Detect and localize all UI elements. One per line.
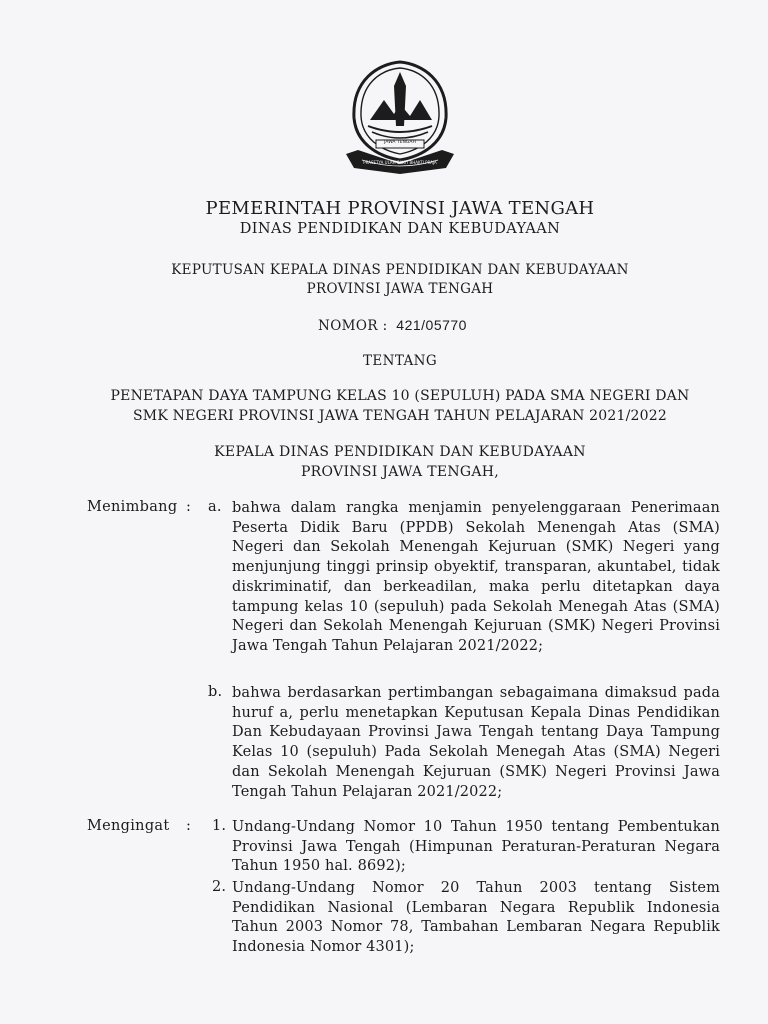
crest-banner-text: JAWA TENGAH bbox=[384, 140, 416, 145]
menimbang-item-b-text: bahwa berdasarkan pertimbangan sebagaimana dimaksud pada huruf a, perlu menetapkan Keputusan Kepala Dinas Pendidikan Dan Kebudayaan Provinsi Jawa Tengah tentang Daya Tampung Kelas 10 (sepuluh) Pada Sekolah Menegah Atas (SMA) Negeri dan Sekolah Menengah Kejuruan (SMK) Negeri Provinsi Jawa Tengah Tahun Pelajaran 2021/2022; bbox=[232, 685, 720, 800]
mengingat-item-1-text: Undang-Undang Nomor 10 Tahun 1950 tentang Pembentukan Provinsi Jawa Tengah (Himpunan Peraturan-Peraturan Negara Tahun 1950 hal. 8692); bbox=[232, 819, 720, 875]
menimbang-label: Menimbang bbox=[87, 499, 178, 515]
decree-subject-line1: PENETAPAN DAYA TAMPUNG KELAS 10 (SEPULUH) PADA SMA NEGERI DAN bbox=[110, 388, 690, 404]
decree-title-line2: PROVINSI JAWA TENGAH bbox=[306, 281, 494, 297]
menimbang-colon: : bbox=[186, 499, 191, 515]
mengingat-item-2-text: Undang-Undang Nomor 20 Tahun 2003 tentang Sistem Pendidikan Nasional (Lembaran Negara Republik Indonesia Tahun 2003 Nomor 78, Tambahan Lembaran Negara Republik Indonesia Nomor 4301); bbox=[232, 880, 720, 956]
decree-number-value: 421/05770 bbox=[396, 317, 467, 333]
mengingat-colon: : bbox=[186, 818, 191, 834]
mengingat-item-2-marker: 2. bbox=[212, 879, 227, 895]
government-title: PEMERINTAH PROVINSI JAWA TENGAH bbox=[205, 198, 595, 219]
mengingat-item-1-marker: 1. bbox=[212, 818, 227, 834]
menimbang-item-a-marker: a. bbox=[208, 499, 222, 515]
jawa-tengah-crest-icon bbox=[340, 56, 460, 176]
menimbang-item-a-text: bahwa dalam rangka menjamin penyelenggaraan Penerimaan Peserta Didik Baru (PPDB) Sekolah Menengah Atas (SMA) Negeri dan Sekolah Menengah Kejuruan (SMK) Negeri yang menjunjung tinggi prinsip obyektif, transparan, akuntabel, tidak diskriminatif, dan berkeadilan, maka perlu ditetapkan daya tampung kelas 10 (sepuluh) pada Sekolah Menegah Atas (SMA) Negeri dan Sekolah Menengah Kejuruan (SMK) Negeri Provinsi Jawa Tengah Tahun Pelajaran 2021/2022; bbox=[232, 500, 720, 654]
crest-motto-text: PRASETYA ULAH SAKTI BHAKTI PRAJA bbox=[363, 160, 437, 165]
agency-title: DINAS PENDIDIKAN DAN KEBUDAYAAN bbox=[239, 221, 561, 237]
decree-title-line1: KEPUTUSAN KEPALA DINAS PENDIDIKAN DAN KEBUDAYAAN bbox=[171, 262, 629, 278]
decree-number-label: NOMOR : bbox=[318, 318, 388, 334]
decree-number bbox=[318, 317, 467, 334]
mengingat-label: Mengingat bbox=[87, 818, 170, 834]
issuer-line1: KEPALA DINAS PENDIDIKAN DAN KEBUDAYAAN bbox=[214, 444, 586, 460]
issuer-line2: PROVINSI JAWA TENGAH, bbox=[300, 464, 500, 480]
menimbang-item-b-marker: b. bbox=[208, 684, 223, 700]
decree-subject-line2: SMK NEGERI PROVINSI JAWA TENGAH TAHUN PELAJARAN 2021/2022 bbox=[133, 408, 667, 424]
tentang-heading: TENTANG bbox=[362, 353, 438, 369]
